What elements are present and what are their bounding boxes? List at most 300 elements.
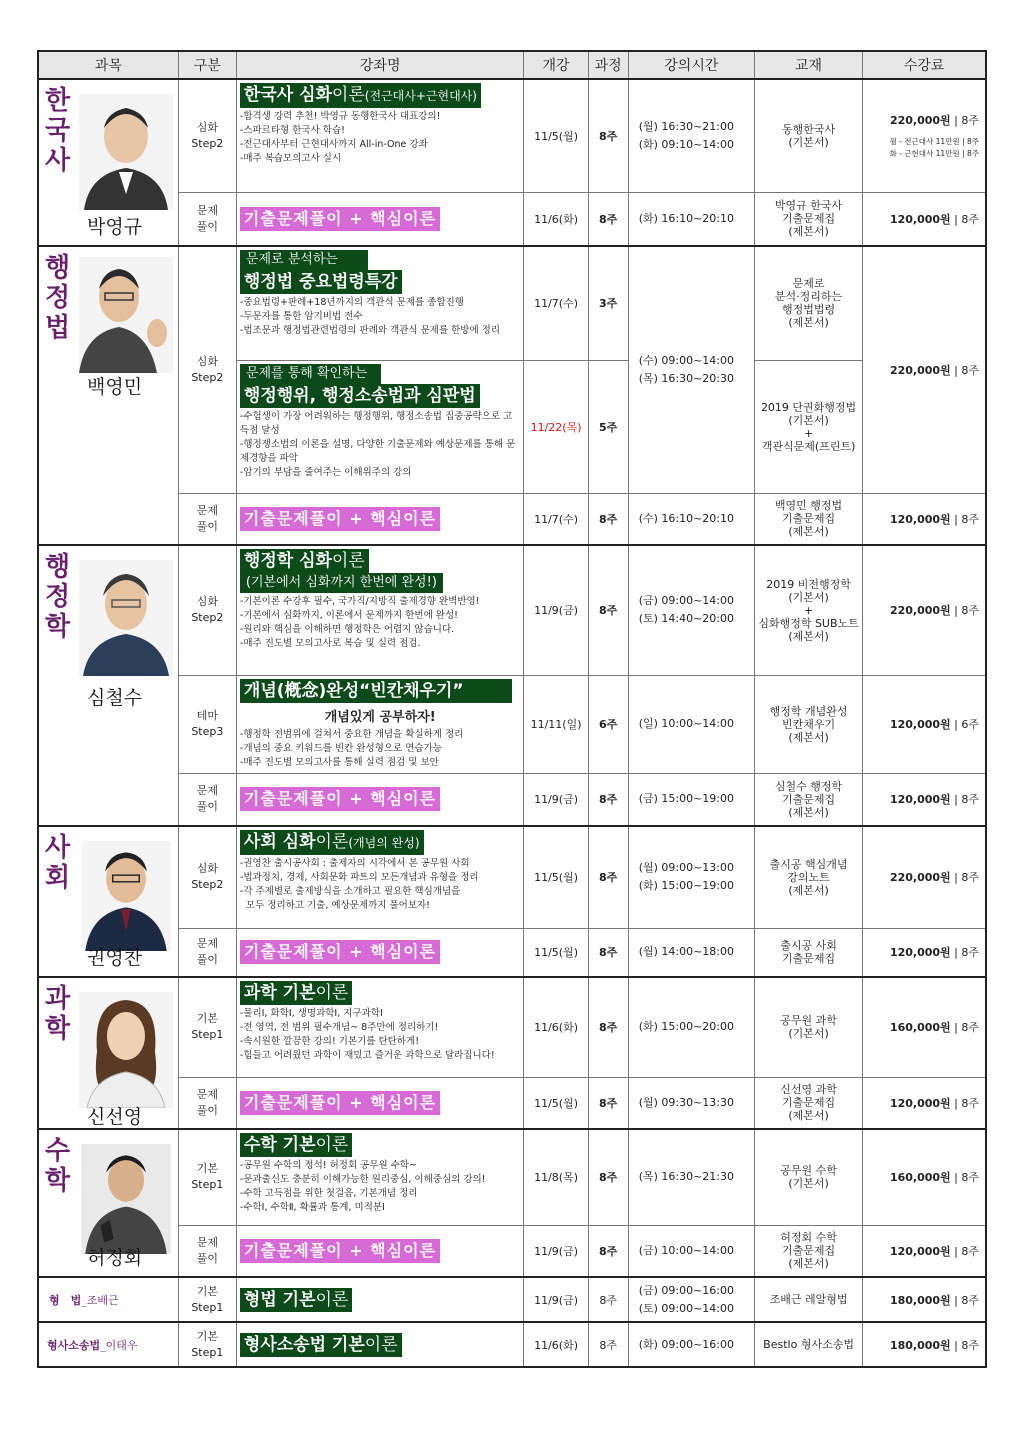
teacher-photo [79,1144,173,1254]
lecture-time: (금) 10:00~14:00 [628,1225,754,1277]
teacher-photo [79,94,173,210]
type-line2: 풀이 [196,1103,218,1117]
fee-cell [863,1277,986,1322]
desc-line: -행정학 전범위에 걸쳐서 중요한 개념을 확실하게 정리 [239,728,464,740]
fee-weeks: | 8주 [954,604,979,618]
desc-line: -두문자를 통한 암기비법 전수 [239,311,363,322]
book-line: 2019 비전행정학 [766,577,851,591]
book-line: 기출문제집 [781,952,836,966]
table-row [38,773,986,826]
table-row [38,1129,986,1225]
type-cell [178,246,236,493]
subject-label: 행정학 [45,552,71,642]
lecture-time [628,826,754,928]
weeks: 8주 [588,1277,628,1322]
table-row [38,1077,986,1129]
time-line: (토) 14:40~20:00 [638,612,735,626]
type-line2: Step1 [191,1345,224,1359]
book-line: (제본서) [788,883,829,897]
course-title [240,549,369,573]
lecture-time [628,79,754,192]
schedule-table [37,50,987,1368]
type-cell [178,826,236,928]
time-line: (토) 09:00~14:00 [638,1301,735,1315]
fee-cell [863,773,986,826]
teacher-name: 신선영 [87,1106,143,1128]
book-line: 백영민 행정법 [774,499,843,513]
book-line: 박영규 한국사 [774,199,843,213]
book-line: (제본서) [788,225,829,239]
course-cell [236,246,524,360]
textbook [754,360,862,493]
fee-weeks: | 8주 [954,946,979,960]
open-date: 11/11(일) [524,675,588,773]
type-cell [178,1077,236,1129]
book-line: 기출문제집 [781,1096,836,1110]
desc-line: -전근대사부터 근현대사까지 All-in-One 강좌 [239,139,428,150]
open-date: 11/6(화) [524,977,588,1077]
book-line: 행정학 개념완성 [769,704,848,718]
course-title [240,1133,352,1157]
teacher-name: 박영규 [87,216,143,238]
course-title: 개념(槪念)완성“빈칸채우기” [240,679,512,703]
fee-cell [863,1077,986,1129]
weeks: 5주 [588,360,628,493]
subject-label: 수학 [45,1136,71,1196]
type-line2: 풀이 [196,800,218,814]
open-date: 11/9(금) [524,773,588,826]
header-row [38,51,986,79]
header-weeks: 과정 [588,51,628,79]
type-line2: Step2 [191,136,224,150]
course-desc [240,857,521,913]
fee-cell [863,493,986,545]
fee-cell [863,1225,986,1277]
open-date: 11/6(화) [524,192,588,246]
course-title [240,83,481,108]
subject-label: 형 법 [49,1293,82,1307]
type-line1: 문제 [196,203,218,217]
book-line: 심화행정학 SUB노트 [758,616,859,630]
course-title-bold: 사회 심화 [243,832,316,852]
teacher-photo [79,257,173,373]
open-date: 11/5(월) [524,928,588,977]
book-line: 기출문제집 [781,212,836,226]
course-cell [236,1225,524,1277]
course-title [240,981,352,1005]
textbook [754,192,862,246]
fee-weeks: | 8주 [954,1244,979,1258]
course-title [240,1333,402,1357]
type-cell [178,675,236,773]
time-line: (화) 15:00~19:00 [638,879,735,893]
lecture-time: (화) 09:00~16:00 [628,1322,754,1367]
subject-cell-crimproc [38,1322,178,1367]
header-open: 개강 [524,51,588,79]
desc-line: -공무원 수학의 정석! 허정회 공무원 수학~ [239,1160,418,1171]
fee-amount: 120,000원 [889,212,951,226]
course-cell [236,545,524,675]
book-line: (제본서) [788,730,829,744]
course-cell [236,977,524,1077]
teacher-name: 백영민 [87,376,143,398]
type-line1: 기본 [196,1284,218,1298]
teacher-name: _이태우 [100,1338,138,1352]
book-line: 분석·정리하는 [774,290,843,304]
type-line1: 문제 [196,1235,218,1249]
header-book: 교재 [754,51,862,79]
fee-note: 화 - 근현대사 11만원 | 8주 [889,148,979,158]
desc-line: -각 주제별로 출제방식을 소개하고 필요한 핵심개념을 [239,886,461,897]
desc-line: -개념의 중요 키워드를 빈칸 완성형으로 연습가능 [239,742,442,754]
type-line2: Step2 [191,370,224,384]
course-title-thin: 이론 [315,983,349,1003]
fee-weeks: | 8주 [954,793,979,807]
table-row [38,1225,986,1277]
type-line1: 기본 [196,1012,218,1026]
book-line: 공무원 과학 [780,1014,837,1028]
course-cell [236,928,524,977]
fee-cell [863,545,986,675]
course-title-bold: 수학 기본 [243,1135,316,1155]
course-cell [236,79,524,192]
subject-cell-admin-law [38,246,178,545]
course-desc [240,1159,521,1215]
fee-cell [863,928,986,977]
type-line2: Step1 [191,1028,224,1042]
table-row [38,826,986,928]
table-row [38,545,986,675]
lecture-time [628,246,754,493]
desc-line: -수학Ⅰ, 수학Ⅱ, 확률과 통계, 미적분Ⅰ [239,1202,385,1213]
teacher-name: 권영찬 [87,947,143,969]
type-cell [178,977,236,1077]
book-line: (제본서) [788,1109,829,1123]
desc-line: -스파르타형 한국사 학습! [239,125,345,136]
open-date: 11/9(금) [524,1225,588,1277]
course-cell [236,1129,524,1225]
book-line: (기본서) [788,135,829,149]
fee-weeks: | 8주 [954,363,979,377]
lecture-time [628,545,754,675]
fee-weeks: | 8주 [954,1171,979,1185]
type-cell [178,1129,236,1225]
teacher-photo [79,560,173,676]
desc-line: -문과출신도 충분히 이해가능한 원리중심, 이해중심의 강의! [239,1174,486,1185]
course-title-bold: 한국사 심화 [243,85,332,105]
type-line1: 기본 [196,1162,218,1176]
type-line1: 심화 [196,120,218,134]
table-row [38,1322,986,1367]
subject-label: 형사소송법 [47,1338,101,1352]
type-line1: 기본 [196,1329,218,1343]
fee-weeks: | 8주 [954,512,979,526]
desc-line: -매주 복습모의고사 실시 [239,153,342,164]
desc-line: -법과정치, 경제, 사회문화 파트의 모든개념과 유형을 정리 [239,872,479,883]
course-cell [236,360,524,493]
fee-note: 월 - 전근대사 11만원 | 8주 [889,136,979,146]
textbook [754,1077,862,1129]
header-subject: 과목 [38,51,178,79]
weeks: 8주 [588,493,628,545]
fee-cell [863,246,986,493]
textbook [754,826,862,928]
subject-cell-math [38,1129,178,1277]
course-desc [240,595,521,651]
book-line: (제본서) [788,525,829,539]
fee-cell [863,1129,986,1225]
fee-cell [863,977,986,1077]
type-line2: 풀이 [196,219,218,233]
lecture-time: (월) 14:00~18:00 [628,928,754,977]
course-title-note: (전근대사+근현대사) [364,89,477,103]
teacher-name: 허정회 [87,1247,143,1269]
fee-weeks: | 8주 [954,212,979,226]
desc-line: -물리Ⅰ, 화학Ⅰ, 생명과학Ⅰ, 지구과학Ⅰ [239,1008,383,1019]
textbook [754,977,862,1077]
course-title: 기출문제풀이 + 핵심이론 [240,1239,440,1263]
lecture-time: (수) 16:10~20:10 [628,493,754,545]
type-line1: 심화 [196,862,218,876]
course-desc [240,110,521,166]
subject-label: 사회 [45,833,71,893]
lecture-time: (화) 15:00~20:00 [628,977,754,1077]
book-line: (제본서) [788,1257,829,1271]
time-line: (금) 09:00~16:00 [638,1283,735,1297]
book-line: 출시공 핵심개념 [769,857,848,871]
type-cell [178,79,236,192]
fee-amount: 120,000원 [889,718,951,731]
course-title-bold: 행정학 심화 [243,551,332,571]
fee-amount: 220,000원 [889,113,951,127]
fee-weeks: | 8주 [954,1338,979,1352]
desc-line: -매주 진도별 모의고사로 복습 및 실력 점검. [239,638,421,649]
book-line: (제본서) [788,629,829,643]
course-title: 행정법 중요법령특강 [240,270,402,294]
header-time: 강의시간 [628,51,754,79]
course-title [240,830,424,855]
lecture-time: (일) 10:00~14:00 [628,675,754,773]
course-desc [240,410,521,480]
course-cell [236,675,524,773]
course-cell [236,1322,524,1367]
type-line1: 문제 [196,1087,218,1101]
course-title-note: (개념의 완성) [348,836,420,850]
type-line1: 문제 [196,503,218,517]
course-cell [236,493,524,545]
textbook [754,773,862,826]
fee-amount: 120,000원 [889,1244,951,1258]
desc-line: -수험생이 가장 어려워하는 행정행위, 행정소송법 집중공략으로 고득점 달성 [239,410,513,436]
desc-line: -암기의 부담을 줄여주는 이해위주의 강의 [239,466,412,478]
book-line: 기출문제집 [781,1244,836,1258]
book-line: 기출문제집 [781,792,836,806]
weeks: 8주 [588,545,628,675]
type-cell [178,192,236,246]
type-line1: 문제 [196,784,218,798]
type-cell [178,1225,236,1277]
course-cell [236,773,524,826]
fee-cell [863,1322,986,1367]
desc-line: -힘들고 어려웠던 과학이 재밌고 즐거운 과학으로 달라집니다! [239,1050,495,1061]
book-line: 강의노트 [787,870,830,884]
type-line2: Step1 [191,1178,224,1192]
teacher-photo [79,992,173,1108]
book-line: 빈칸채우기 [781,717,836,731]
course-title-bold: 과학 기본 [243,983,316,1003]
type-line1: 테마 [196,709,218,722]
desc-line: -매주 진도별 모의고사를 통해 실력 점검 및 보안 [239,756,439,768]
book-line: 2019 단권화행정법 [760,400,857,414]
desc-line: -법조문과 행정법관련법령의 판례와 객관식 문제를 한방에 정리 [239,325,501,336]
course-subtitle: 문제를 통해 확인하는 [240,364,381,384]
table-row [38,79,986,192]
course-title-thin: 이론 [331,85,365,105]
table-row [38,192,986,246]
weeks: 8주 [588,826,628,928]
table-row [38,246,986,360]
fee-amount: 120,000원 [889,1096,951,1110]
type-line2: Step2 [191,611,224,625]
lecture-time: (목) 16:30~21:30 [628,1129,754,1225]
subject-cell-social [38,826,178,977]
desc-line: 모두 정리하고 기출, 예상문제까지 풀어보자! [245,900,430,911]
course-cell [236,192,524,246]
type-line1: 문제 [196,937,218,951]
table-row [38,493,986,545]
header-fee: 수강료 [863,51,986,79]
book-line: (기본서) [788,1177,829,1191]
desc-line: -행정쟁소법의 이론을 설명, 다양한 기출문제와 예상문제를 통해 문제경향을 파악 [239,438,516,464]
book-line: 동행한국사 [781,122,836,136]
open-date: 11/9(금) [524,1277,588,1322]
course-cell [236,1077,524,1129]
book-line: 출시공 사회 [780,939,837,953]
course-title: 기출문제풀이 + 핵심이론 [240,1091,440,1115]
book-line: 신선영 과학 [780,1083,837,1097]
course-title: 행정행위, 행정소송법과 심판법 [240,384,480,408]
course-title-thin: 이론 [364,1334,398,1355]
subject-cell-science [38,977,178,1129]
subject-cell-admin-sci [38,545,178,826]
textbook [754,246,862,360]
type-line1: 심화 [196,595,218,609]
course-subtitle: (기본에서 심화까지 한번에 완성!) [240,573,443,593]
lecture-time [628,1277,754,1322]
header-course: 강좌명 [236,51,524,79]
header-type: 구분 [178,51,236,79]
weeks: 8주 [588,977,628,1077]
lecture-time: (화) 16:10~20:10 [628,192,754,246]
subject-cell-history [38,79,178,246]
course-slogan: 개념있게 공부하자! [324,709,436,725]
textbook [754,675,862,773]
desc-line: -속시원한 깔끔한 강의! 기본기를 탄탄하게! [239,1036,420,1047]
course-title-thin: 이론 [315,1289,349,1310]
fee-cell [863,675,986,773]
course-title-thin: 이론 [331,551,365,571]
weeks: 8주 [588,192,628,246]
fee-cell [863,79,986,192]
open-date: 11/22(목) [524,360,588,493]
time-line: (월) 09:00~13:00 [638,861,735,875]
book-line: 공무원 수학 [780,1164,837,1178]
book-line: 기출문제집 [781,512,836,526]
course-title-thin: 이론 [315,1135,349,1155]
time-line: (수) 09:00~14:00 [638,353,735,367]
fee-amount: 160,000원 [889,1171,951,1185]
fee-weeks: | 8주 [954,113,979,127]
course-cell [236,826,524,928]
course-desc [240,1007,521,1063]
textbook [754,1129,862,1225]
book-line: (제본서) [788,316,829,330]
desc-line: -기본에서 심화까지, 이론에서 문제까지 한번에 완성! [239,610,458,621]
fee-weeks: | 8주 [954,1096,979,1110]
textbook [754,545,862,675]
type-cell [178,493,236,545]
fee-cell [863,826,986,928]
open-date: 11/8(목) [524,1129,588,1225]
weeks: 6주 [588,675,628,773]
course-title-thin: 이론 [315,832,349,852]
time-line: (목) 16:30~20:30 [638,371,735,385]
fee-amount: 180,000원 [889,1338,951,1352]
fee-weeks: | 8주 [954,871,979,885]
book-line: 행정법법령 [781,303,836,317]
lecture-time: (월) 09:30~13:30 [628,1077,754,1129]
textbook [754,928,862,977]
weeks: 8주 [588,1225,628,1277]
fee-weeks: | 8주 [954,1293,979,1307]
desc-line: -합격생 강력 추천! 박영규 동행한국사 대표강의! [239,111,441,122]
type-line2: 풀이 [196,519,218,533]
desc-line: -전 영역, 전 범위 필수개념~ 8주만에 정리하기! [239,1022,439,1033]
course-title: 기출문제풀이 + 핵심이론 [240,507,440,531]
teacher-name: _조배근 [81,1293,119,1307]
table-row [38,977,986,1077]
fee-cell [863,192,986,246]
textbook: 조배근 레알형법 [754,1277,862,1322]
fee-amount: 120,000원 [889,793,951,807]
fee-amount: 120,000원 [889,946,951,960]
teacher-photo [79,841,173,951]
subject-cell-criminal [38,1277,178,1322]
fee-amount: 220,000원 [889,363,951,377]
open-date: 11/6(화) [524,1322,588,1367]
type-cell [178,1322,236,1367]
type-line2: 풀이 [196,1251,218,1265]
type-line2: Step2 [191,878,224,892]
lecture-time: (금) 15:00~19:00 [628,773,754,826]
teacher-name: 심철수 [87,687,143,709]
course-title-bold: 형법 기본 [243,1289,316,1310]
weeks: 8주 [588,79,628,192]
fee-amount: 220,000원 [889,871,951,885]
type-line2: 풀이 [196,953,218,967]
time-line: (금) 09:00~14:00 [638,594,735,608]
desc-line: -기본이론 수강후 필수, 국가직/지방직 출제경향 완벽반영! [239,596,480,607]
course-desc [240,728,521,770]
course-title: 기출문제풀이 + 핵심이론 [240,940,440,964]
type-cell [178,1277,236,1322]
type-line2: Step1 [191,1300,224,1314]
fee-weeks: | 6주 [954,718,979,731]
desc-line: -수학 고득점을 위한 첫걸음, 기본개념 정리 [239,1188,418,1199]
desc-line: -중요법령+판례+18년까지의 객관식 문제를 종합진행 [239,297,464,308]
book-line: 문제로 [792,277,825,291]
course-title: 기출문제풀이 + 핵심이론 [240,787,440,811]
